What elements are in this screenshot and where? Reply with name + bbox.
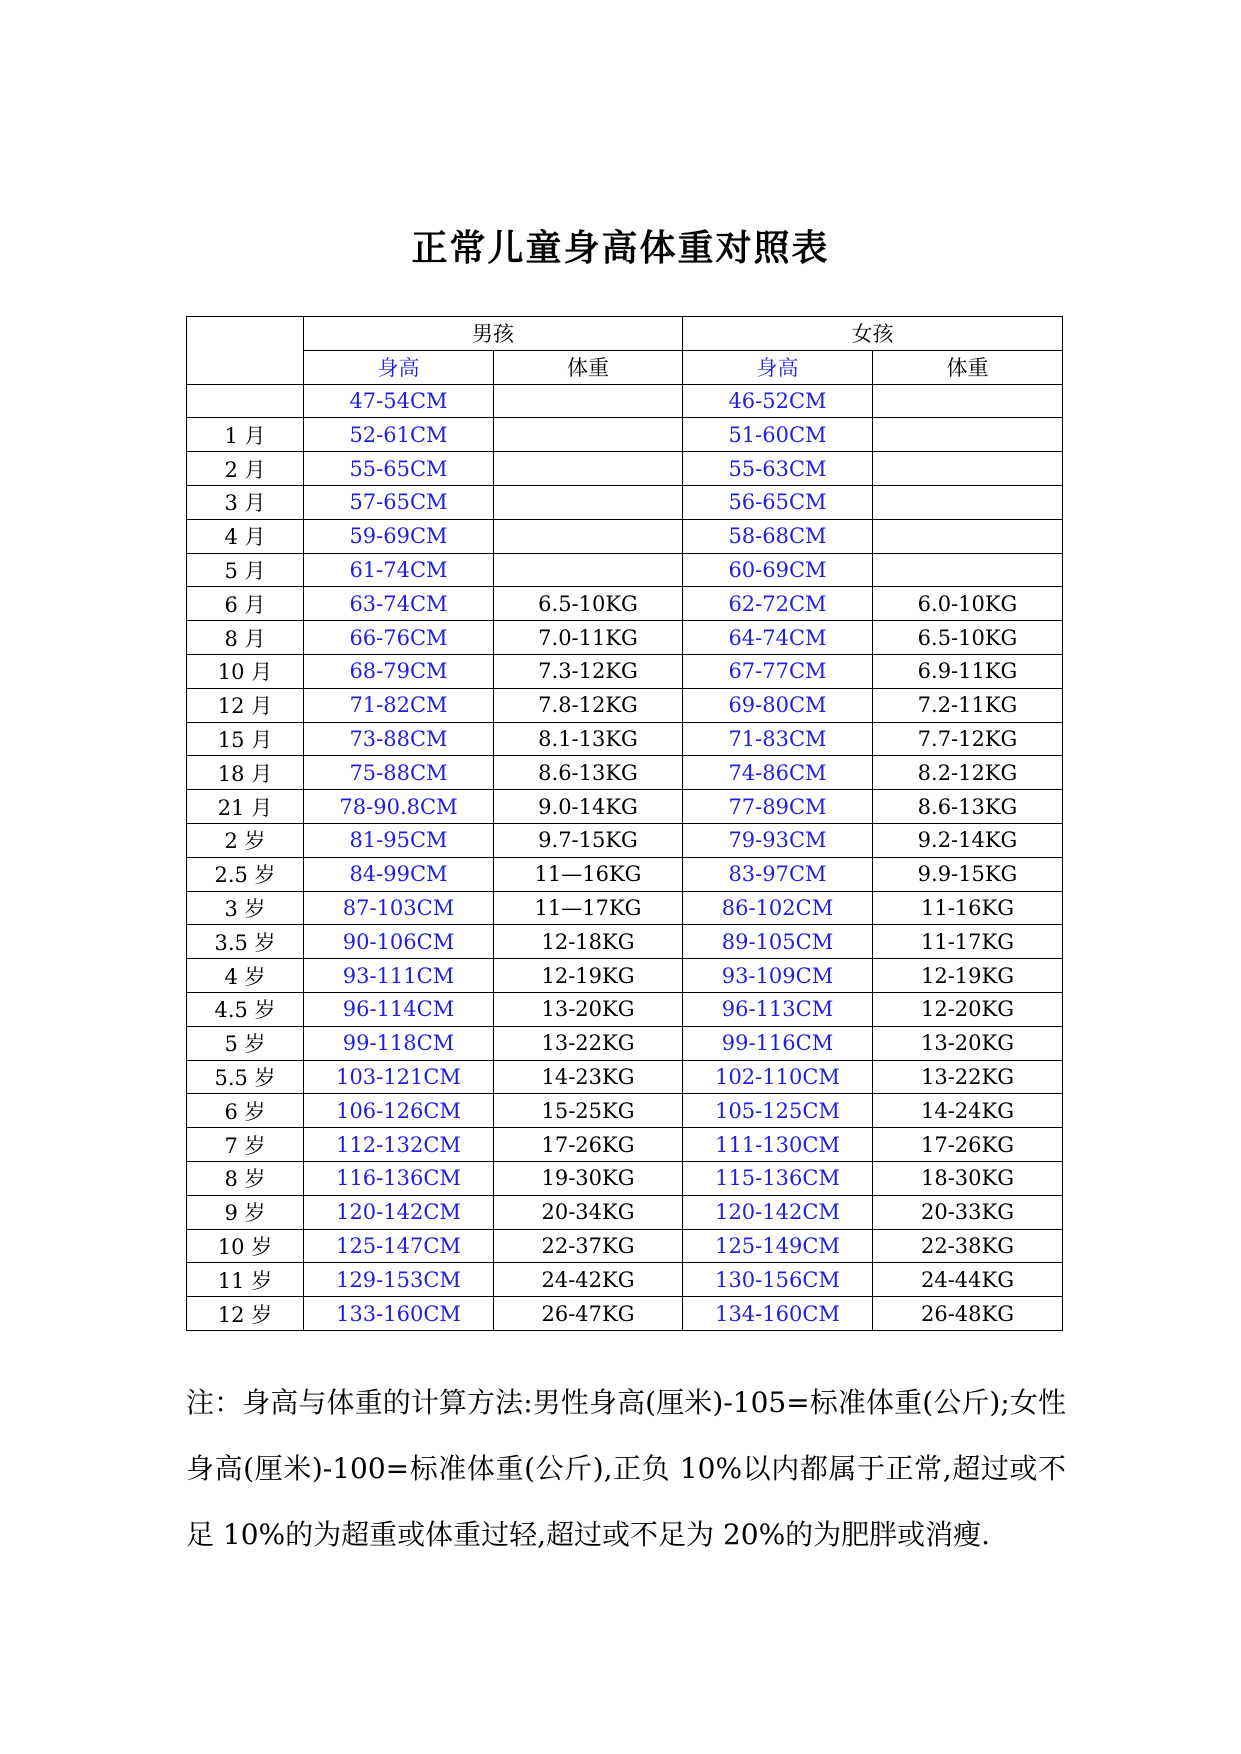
age-cell: 1 月 xyxy=(187,418,304,452)
table-row xyxy=(187,418,1063,452)
boy-weight-cell: 7.8-12KG xyxy=(494,688,683,722)
girl-height-cell: 89-105CM xyxy=(683,925,873,959)
girl-weight-cell xyxy=(873,418,1063,452)
age-cell: 7 岁 xyxy=(187,1128,304,1162)
table-row xyxy=(187,790,1063,824)
boy-weight-cell: 12-19KG xyxy=(494,959,683,993)
table-row xyxy=(187,1060,1063,1094)
age-cell: 12 岁 xyxy=(187,1297,304,1331)
girl-weight-cell: 13-22KG xyxy=(873,1060,1063,1094)
boy-weight-cell: 24-42KG xyxy=(494,1263,683,1297)
girl-weight-cell: 20-33KG xyxy=(873,1195,1063,1229)
girl-height-cell: 93-109CM xyxy=(683,959,873,993)
table-row xyxy=(187,1195,1063,1229)
girl-weight-cell xyxy=(873,485,1063,519)
girl-height-cell: 51-60CM xyxy=(683,418,873,452)
boy-height-cell: 96-114CM xyxy=(304,992,494,1026)
boy-height-cell: 133-160CM xyxy=(304,1297,494,1331)
boy-weight-cell: 11—16KG xyxy=(494,857,683,891)
age-cell: 11 岁 xyxy=(187,1263,304,1297)
age-cell: 6 月 xyxy=(187,587,304,621)
boy-weight-cell: 7.3-12KG xyxy=(494,654,683,688)
age-cell: 3.5 岁 xyxy=(187,925,304,959)
age-cell: 3 月 xyxy=(187,485,304,519)
girl-height-cell: 134-160CM xyxy=(683,1297,873,1331)
age-cell: 8 月 xyxy=(187,621,304,655)
girl-weight-cell: 9.2-14KG xyxy=(873,823,1063,857)
boy-height-cell: 103-121CM xyxy=(304,1060,494,1094)
boy-weight-cell: 22-37KG xyxy=(494,1229,683,1263)
table-row xyxy=(187,857,1063,891)
boy-height-cell: 112-132CM xyxy=(304,1128,494,1162)
table-row xyxy=(187,688,1063,722)
girl-height-header: 身高 xyxy=(683,350,873,384)
age-cell: 10 月 xyxy=(187,654,304,688)
age-cell: 4 岁 xyxy=(187,959,304,993)
boy-height-cell: 84-99CM xyxy=(304,857,494,891)
boy-weight-cell: 13-22KG xyxy=(494,1026,683,1060)
boy-weight-cell: 13-20KG xyxy=(494,992,683,1026)
boy-weight-cell xyxy=(494,384,683,418)
table-row xyxy=(187,1229,1063,1263)
girl-height-cell: 96-113CM xyxy=(683,992,873,1026)
age-cell: 12 月 xyxy=(187,688,304,722)
girl-height-cell: 125-149CM xyxy=(683,1229,873,1263)
table-header-row-measure xyxy=(187,350,1063,384)
boy-height-cell: 87-103CM xyxy=(304,891,494,925)
table-row xyxy=(187,519,1063,553)
table-body xyxy=(187,384,1063,1330)
boy-height-cell: 55-65CM xyxy=(304,452,494,486)
age-cell: 4 月 xyxy=(187,519,304,553)
boy-height-cell: 63-74CM xyxy=(304,587,494,621)
girl-height-cell: 67-77CM xyxy=(683,654,873,688)
table-row xyxy=(187,553,1063,587)
girl-height-cell: 55-63CM xyxy=(683,452,873,486)
girl-height-cell: 130-156CM xyxy=(683,1263,873,1297)
girl-height-cell: 60-69CM xyxy=(683,553,873,587)
boy-weight-cell xyxy=(494,418,683,452)
girl-weight-cell: 8.2-12KG xyxy=(873,756,1063,790)
girl-header: 女孩 xyxy=(683,317,1063,351)
girl-weight-cell: 7.7-12KG xyxy=(873,722,1063,756)
boy-weight-cell: 19-30KG xyxy=(494,1161,683,1195)
boy-weight-cell: 6.5-10KG xyxy=(494,587,683,621)
girl-height-cell: 99-116CM xyxy=(683,1026,873,1060)
table-row xyxy=(187,452,1063,486)
boy-height-cell: 73-88CM xyxy=(304,722,494,756)
boy-height-cell: 90-106CM xyxy=(304,925,494,959)
girl-weight-cell: 26-48KG xyxy=(873,1297,1063,1331)
age-cell: 2.5 岁 xyxy=(187,857,304,891)
boy-height-cell: 125-147CM xyxy=(304,1229,494,1263)
table-row xyxy=(187,1161,1063,1195)
table-header-row-gender xyxy=(187,317,1063,351)
boy-weight-cell: 9.0-14KG xyxy=(494,790,683,824)
boy-height-cell: 129-153CM xyxy=(304,1263,494,1297)
table-row xyxy=(187,1128,1063,1162)
boy-height-cell: 66-76CM xyxy=(304,621,494,655)
girl-height-cell: 102-110CM xyxy=(683,1060,873,1094)
girl-weight-cell: 22-38KG xyxy=(873,1229,1063,1263)
table-row xyxy=(187,992,1063,1026)
boy-height-cell: 57-65CM xyxy=(304,485,494,519)
girl-weight-cell: 6.0-10KG xyxy=(873,587,1063,621)
girl-weight-cell: 12-20KG xyxy=(873,992,1063,1026)
boy-height-cell: 71-82CM xyxy=(304,688,494,722)
table-row xyxy=(187,384,1063,418)
age-cell: 10 岁 xyxy=(187,1229,304,1263)
girl-weight-cell xyxy=(873,519,1063,553)
girl-weight-cell: 14-24KG xyxy=(873,1094,1063,1128)
table-row xyxy=(187,722,1063,756)
age-cell: 3 岁 xyxy=(187,891,304,925)
boy-height-cell: 68-79CM xyxy=(304,654,494,688)
boy-weight-header: 体重 xyxy=(494,350,683,384)
table-row xyxy=(187,1026,1063,1060)
table-row xyxy=(187,823,1063,857)
boy-weight-cell xyxy=(494,452,683,486)
boy-height-cell: 47-54CM xyxy=(304,384,494,418)
girl-weight-cell: 13-20KG xyxy=(873,1026,1063,1060)
calculation-note: 注：身高与体重的计算方法:男性身高(厘米)-105=标准体重(公斤);女性身高(厘米)-100=标准体重(公斤),正负 10%以内都属于正常,超过或不足 10%的为超重或体重过轻,超过或不足为 20%的为肥胖或消瘦. xyxy=(186,1386,1066,1551)
boy-weight-cell xyxy=(494,519,683,553)
age-cell: 4.5 岁 xyxy=(187,992,304,1026)
boy-height-cell: 106-126CM xyxy=(304,1094,494,1128)
girl-height-cell: 79-93CM xyxy=(683,823,873,857)
girl-weight-header: 体重 xyxy=(873,350,1063,384)
table-row xyxy=(187,621,1063,655)
age-cell: 9 岁 xyxy=(187,1195,304,1229)
boy-height-cell: 78-90.8CM xyxy=(304,790,494,824)
boy-height-cell: 59-69CM xyxy=(304,519,494,553)
girl-height-cell: 62-72CM xyxy=(683,587,873,621)
girl-height-cell: 58-68CM xyxy=(683,519,873,553)
boy-weight-cell xyxy=(494,553,683,587)
age-cell: 5 岁 xyxy=(187,1026,304,1060)
boy-height-cell: 61-74CM xyxy=(304,553,494,587)
girl-height-cell: 111-130CM xyxy=(683,1128,873,1162)
girl-height-cell: 105-125CM xyxy=(683,1094,873,1128)
boy-weight-cell: 14-23KG xyxy=(494,1060,683,1094)
boy-weight-cell xyxy=(494,485,683,519)
girl-weight-cell: 12-19KG xyxy=(873,959,1063,993)
table-row xyxy=(187,756,1063,790)
age-cell xyxy=(187,384,304,418)
girl-weight-cell: 8.6-13KG xyxy=(873,790,1063,824)
girl-weight-cell xyxy=(873,553,1063,587)
boy-height-cell: 52-61CM xyxy=(304,418,494,452)
age-cell: 15 月 xyxy=(187,722,304,756)
girl-height-cell: 64-74CM xyxy=(683,621,873,655)
age-cell: 5 月 xyxy=(187,553,304,587)
boy-header: 男孩 xyxy=(304,317,683,351)
girl-weight-cell: 17-26KG xyxy=(873,1128,1063,1162)
girl-weight-cell: 24-44KG xyxy=(873,1263,1063,1297)
boy-height-cell: 116-136CM xyxy=(304,1161,494,1195)
girl-weight-cell: 11-16KG xyxy=(873,891,1063,925)
girl-height-cell: 71-83CM xyxy=(683,722,873,756)
boy-height-cell: 99-118CM xyxy=(304,1026,494,1060)
girl-weight-cell: 7.2-11KG xyxy=(873,688,1063,722)
boy-weight-cell: 8.1-13KG xyxy=(494,722,683,756)
growth-reference-table xyxy=(186,316,1063,1331)
girl-height-cell: 86-102CM xyxy=(683,891,873,925)
girl-weight-cell: 18-30KG xyxy=(873,1161,1063,1195)
boy-height-cell: 120-142CM xyxy=(304,1195,494,1229)
girl-height-cell: 115-136CM xyxy=(683,1161,873,1195)
boy-height-header: 身高 xyxy=(304,350,494,384)
page-title: 正常儿童身高体重对照表 xyxy=(411,227,830,269)
age-cell: 6 岁 xyxy=(187,1094,304,1128)
age-cell: 2 月 xyxy=(187,452,304,486)
age-cell: 8 岁 xyxy=(187,1161,304,1195)
girl-weight-cell: 9.9-15KG xyxy=(873,857,1063,891)
girl-height-cell: 46-52CM xyxy=(683,384,873,418)
table-row xyxy=(187,1263,1063,1297)
table-row xyxy=(187,587,1063,621)
boy-weight-cell: 11—17KG xyxy=(494,891,683,925)
age-cell: 2 岁 xyxy=(187,823,304,857)
girl-height-cell: 56-65CM xyxy=(683,485,873,519)
table-row xyxy=(187,925,1063,959)
table-row xyxy=(187,654,1063,688)
girl-height-cell: 120-142CM xyxy=(683,1195,873,1229)
age-cell: 5.5 岁 xyxy=(187,1060,304,1094)
boy-weight-cell: 15-25KG xyxy=(494,1094,683,1128)
boy-weight-cell: 26-47KG xyxy=(494,1297,683,1331)
boy-weight-cell: 8.6-13KG xyxy=(494,756,683,790)
boy-height-cell: 93-111CM xyxy=(304,959,494,993)
boy-weight-cell: 12-18KG xyxy=(494,925,683,959)
girl-weight-cell: 11-17KG xyxy=(873,925,1063,959)
boy-weight-cell: 17-26KG xyxy=(494,1128,683,1162)
table-row xyxy=(187,891,1063,925)
boy-weight-cell: 20-34KG xyxy=(494,1195,683,1229)
girl-height-cell: 74-86CM xyxy=(683,756,873,790)
boy-height-cell: 75-88CM xyxy=(304,756,494,790)
age-header-cell xyxy=(187,317,304,385)
girl-weight-cell xyxy=(873,452,1063,486)
table-row xyxy=(187,959,1063,993)
girl-weight-cell: 6.9-11KG xyxy=(873,654,1063,688)
girl-weight-cell xyxy=(873,384,1063,418)
boy-height-cell: 81-95CM xyxy=(304,823,494,857)
age-cell: 18 月 xyxy=(187,756,304,790)
table-row xyxy=(187,1094,1063,1128)
table-row xyxy=(187,485,1063,519)
girl-height-cell: 77-89CM xyxy=(683,790,873,824)
age-cell: 21 月 xyxy=(187,790,304,824)
girl-height-cell: 69-80CM xyxy=(683,688,873,722)
girl-weight-cell: 6.5-10KG xyxy=(873,621,1063,655)
boy-weight-cell: 9.7-15KG xyxy=(494,823,683,857)
boy-weight-cell: 7.0-11KG xyxy=(494,621,683,655)
table-row xyxy=(187,1297,1063,1331)
girl-height-cell: 83-97CM xyxy=(683,857,873,891)
